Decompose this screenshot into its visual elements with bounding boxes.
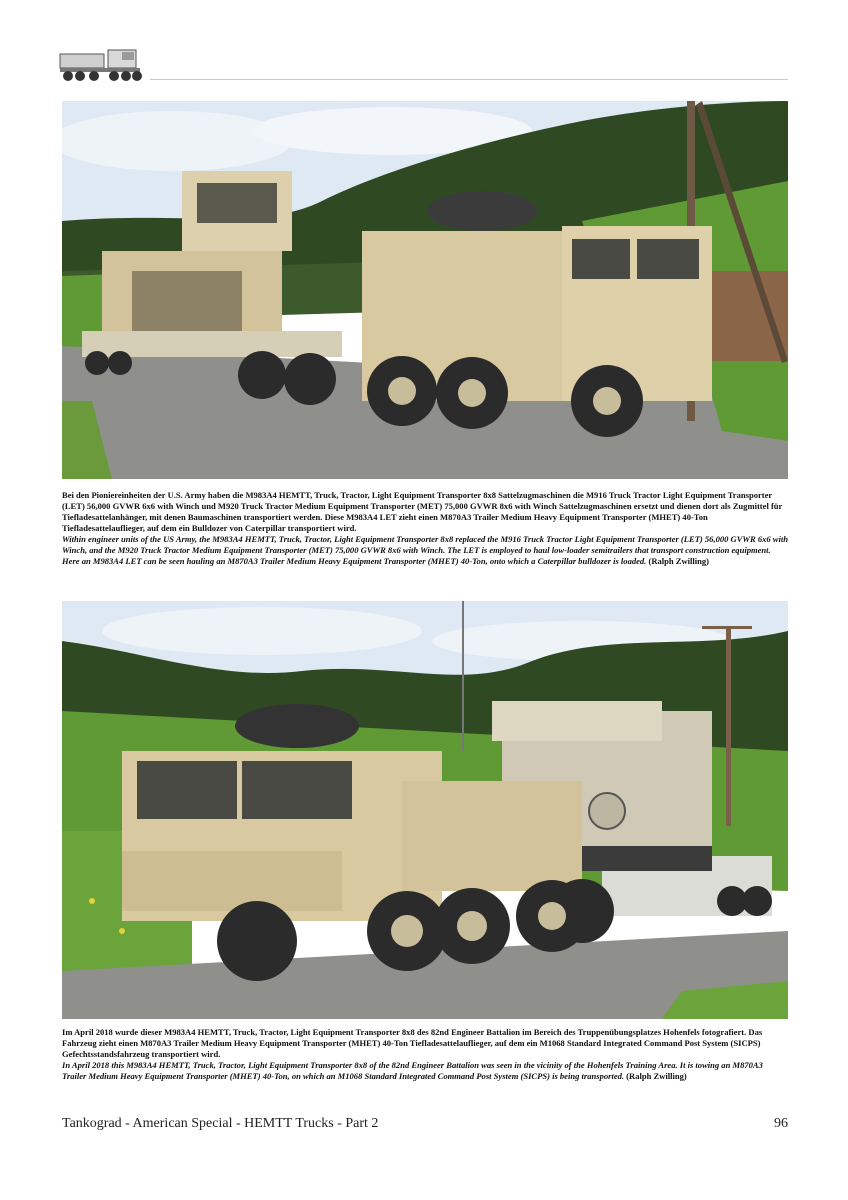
- photo-credit: (Ralph Zwilling): [648, 556, 710, 567]
- caption-english-body: Within engineer units of the US Army, the M983A4 HEMTT, Truck, Tractor, Light Equipment Transporter 8x8 replaced the M916 Truck Tractor Light Equipment Transporter (LET) 56,000 GVWR 6x6 with Winch, and the M920 Truck Tractor Medium Equipment Transporter (MET) 75,000 GVWR 8x6 with Winch. The LET is employed to haul low-loader semitrailers that transport construction equipment. Here an M983A4 LET can be seen hauling an M870A3 Trailer Medium Heavy Equipment Transporter (MHET) 40-Ton, onto which a Caterpillar bulldozer is loaded.: [62, 534, 789, 567]
- photo-caption: [62, 1027, 788, 1082]
- publisher-truck-logo: [58, 40, 146, 84]
- photo-caption: [62, 490, 788, 567]
- caption-text-german: Bei den Pioniereinheiten der U.S. Army haben die M983A4 HEMTT, Truck, Tractor, Light Equipment Transporter 8x8 Sattelzugmaschinen die M916 Truck Tractor Light Equipment Transporter (LET) 56,000 GVWR 6x6 with Winch und M920 Truck Tractor Medium Equipment Transporter (MET) 75,000 GVWR 8x6 with Winch Sattelzugmaschinen ersetzt und dienen dort als Zugmittel für Tiefladesattelanhänger, mit denen Baumaschinen transportiert werden. Diese M983A4 LET zieht einen M870A3 Trailer Medium Heavy Equipment Transporter (MHET) 40-Ton Tiefladesattelauflieger, auf dem ein Bulldozer von Caterpillar transportiert wird.: [62, 490, 783, 534]
- caption-text-english: [62, 534, 788, 567]
- footer-publication-title: Tankograd - American Special - HEMTT Trucks - Part 2: [62, 1116, 379, 1131]
- caption-english-body: In April 2018 this M983A4 HEMTT, Truck, Tractor, Light Equipment Transporter 8x8 of the 82nd Engineer Battalion was seen in the vicinity of the Hohenfels Training Area. It is towing an M870A3 Trailer Medium Heavy Equipment Transporter (MHET) 40-Ton, on which an M1068 Standard Integrated Command Post System (SICPS) is being transported.: [62, 1060, 763, 1082]
- photo-hemtt-with-bulldozer: [62, 101, 788, 479]
- header-rule: [150, 79, 788, 80]
- photo-hemtt-with-sicps: [62, 601, 788, 1019]
- caption-text-english: [62, 1060, 788, 1082]
- page-number: 96: [774, 1116, 788, 1131]
- photo-credit: (Ralph Zwilling): [626, 1071, 687, 1082]
- caption-text-german: Im April 2018 wurde dieser M983A4 HEMTT, Truck, Tractor, Light Equipment Transporter 8x8 des 82nd Engineer Battalion im Bereich des Truppenübungsplatzes Hohenfels fotografiert. Das Fahrzeug zieht einen M870A3 Trailer Medium Heavy Equipment Transporter (MHET) 40-Ton Tiefladesattelauflieger, auf dem ein M1068 Standard Integrated Command Post System (SICPS) Gefechtsstandsfahrzeug transportiert wird.: [62, 1027, 763, 1060]
